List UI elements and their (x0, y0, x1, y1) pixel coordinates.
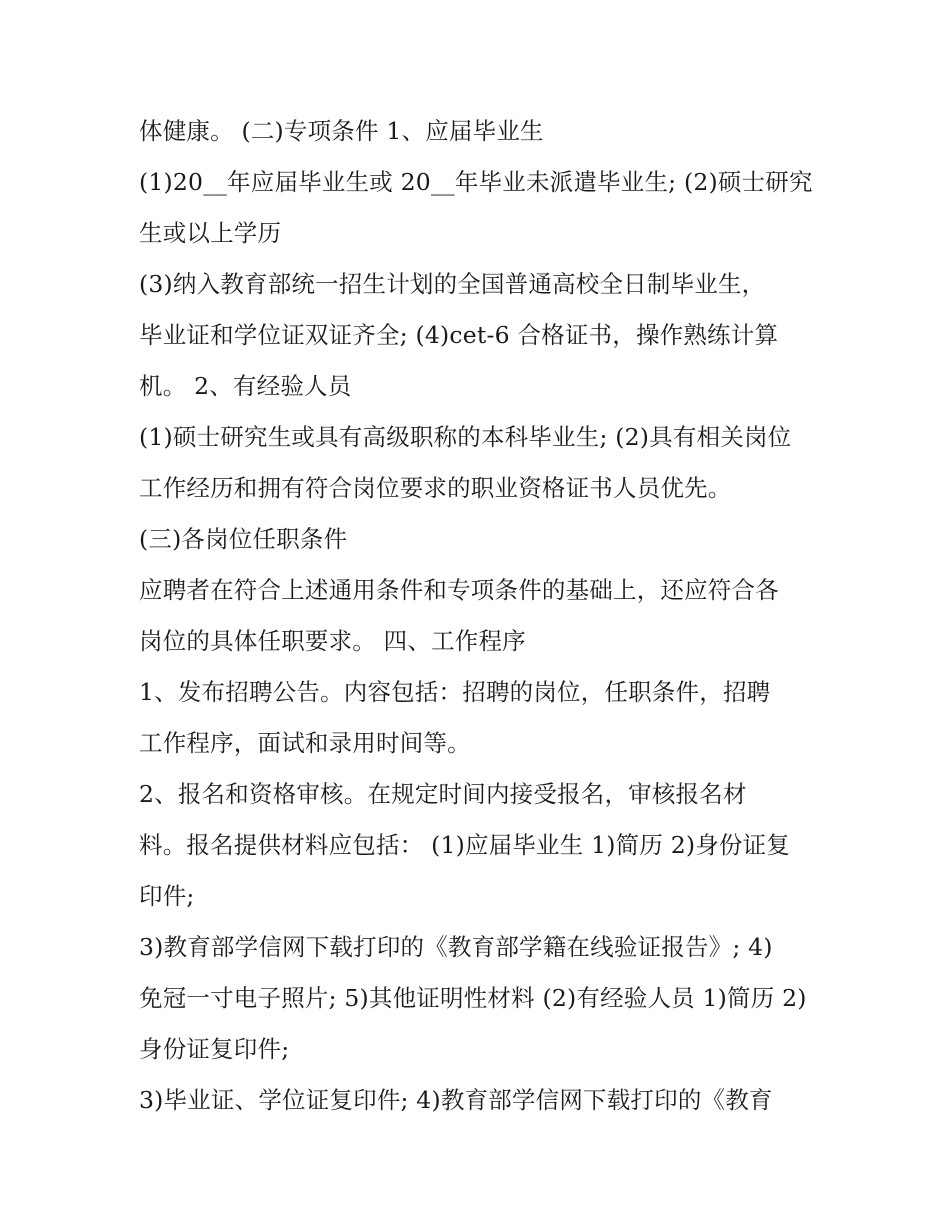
text-line: 2、报名和资格审核。在规定时间内接受报名，审核报名材 (139, 780, 747, 808)
text-line: 3)毕业证、学位证复印件; 4)教育部学信网下载打印的《教育 (139, 1086, 773, 1114)
text-line: 应聘者在符合上述通用条件和专项条件的基础上，还应符合各 (139, 576, 779, 604)
text-line: (1)20__年应届毕业生或 20__年毕业未派遣毕业生; (2)硕士研究 (139, 168, 813, 196)
text-line: 3)教育部学信网下载打印的《教育部学籍在线验证报告》; 4) (139, 933, 773, 961)
text-line: 毕业证和学位证双证齐全; (4)cet-6 合格证书，操作熟练计算 (139, 321, 779, 349)
text-line: 生或以上学历 (139, 219, 282, 247)
text-line: 1、发布招聘公告。内容包括：招聘的岗位，任职条件，招聘 (139, 678, 771, 706)
text-line: 岗位的具体任职要求。 四、工作程序 (139, 627, 526, 655)
text-line: 免冠一寸电子照片; 5)其他证明性材料 (2)有经验人员 1)简历 2) (139, 984, 807, 1012)
text-line: (三)各岗位任职条件 (139, 525, 348, 553)
text-line: (1)硕士研究生或具有高级职称的本科毕业生; (2)具有相关岗位 (139, 423, 792, 451)
text-line: 料。报名提供材料应包括： (1)应届毕业生 1)简历 2)身份证复 (139, 831, 791, 859)
text-line: 工作程序，面试和录用时间等。 (139, 729, 471, 757)
text-line: 机。 2、有经验人员 (139, 372, 352, 400)
text-line: 印件; (139, 882, 195, 910)
text-line: (3)纳入教育部统一招生计划的全国普通高校全日制毕业生， (139, 270, 766, 298)
text-line: 体健康。 (二)专项条件 1、应届毕业生 (139, 117, 544, 145)
document-body (139, 110, 829, 1130)
text-line: 工作经历和拥有符合岗位要求的职业资格证书人员优先。 (139, 474, 732, 502)
text-line: 身份证复印件; (139, 1035, 290, 1063)
